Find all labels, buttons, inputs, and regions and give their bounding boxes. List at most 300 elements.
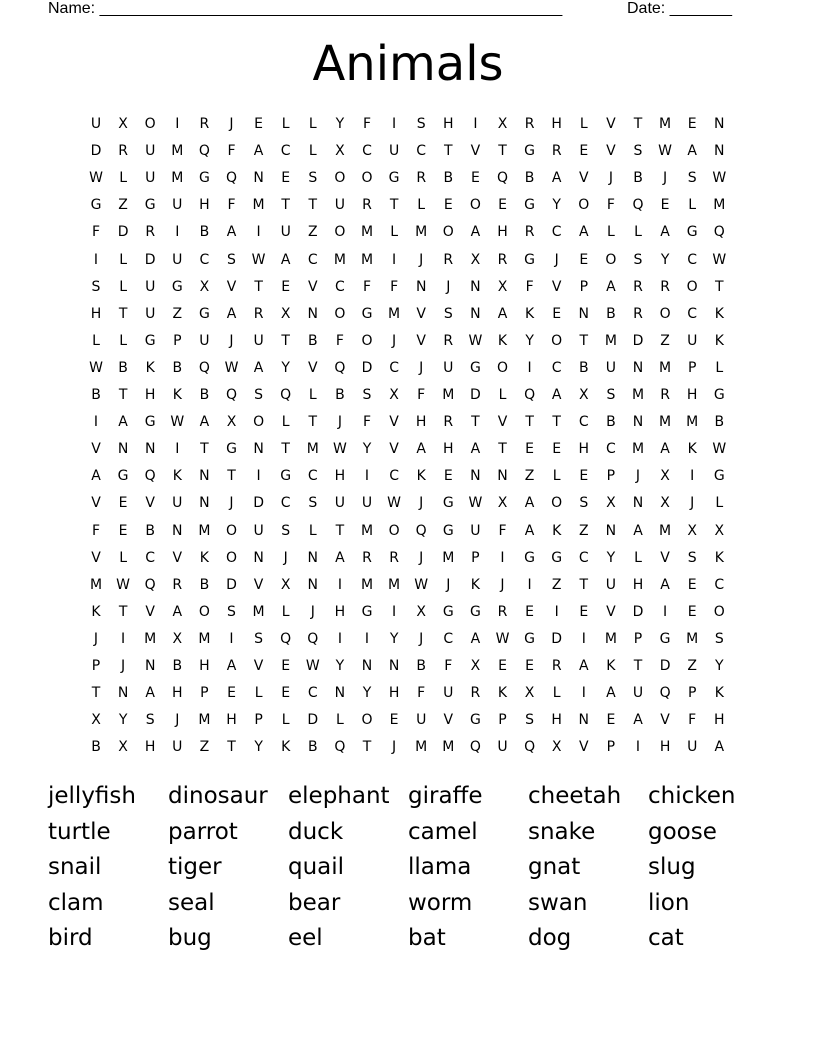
grid-letter: S [91,278,101,295]
grid-letter: F [227,143,236,160]
grid-letter: T [525,414,534,431]
grid-letter: R [633,305,643,322]
grid-letter: U [172,739,183,756]
grid-letter: Q [334,739,346,756]
grid-letter: H [551,712,562,729]
grid-letter: Z [551,576,562,593]
grid-letter: L [308,143,317,160]
grid-letter: F [390,278,399,295]
grid-letter: A [118,414,128,431]
grid-letter: F [91,224,101,241]
grid-letter: V [226,278,237,295]
grid-letter: J [93,630,99,647]
grid-letter: N [307,576,319,593]
grid-letter: L [92,332,100,349]
grid-letter: K [606,658,616,674]
grid-letter: E [552,305,562,322]
grid-letter: C [307,251,318,268]
grid-letter: J [500,576,505,593]
grid-letter: M [659,116,672,132]
word-bank-item: jellyfish [48,783,136,809]
grid-letter: C [389,468,399,485]
grid-letter: U [605,576,617,593]
grid-letter: A [226,658,237,674]
grid-letter: C [362,143,372,160]
grid-letter: W [414,576,429,593]
grid-letter: J [392,332,397,349]
grid-letter: G [524,630,536,647]
grid-letter: K [91,603,101,620]
word-bank-item: chicken [648,783,736,809]
grid-letter: W [305,658,320,674]
grid-letter: V [606,143,616,160]
grid-letter: T [281,332,290,349]
grid-letter: G [198,305,210,322]
grid-letter: X [470,658,481,674]
grid-letter: B [199,387,210,403]
grid-letter: D [361,359,373,376]
grid-letter: H [172,685,183,702]
grid-letter: V [253,576,264,593]
grid-letter: E [687,576,697,593]
grid-letter: Y [254,739,263,756]
grid-letter: S [308,495,318,512]
grid-letter: L [308,116,317,132]
grid-letter: G [659,630,671,647]
grid-letter: E [443,197,453,214]
grid-letter: V [660,712,670,729]
grid-letter: U [280,224,291,241]
grid-letter: G [713,468,725,485]
grid-letter: U [334,495,346,512]
grid-letter: M [686,414,699,431]
grid-letter: W [89,359,103,376]
word-bank-item: turtle [48,818,111,845]
grid-letter: C [578,549,589,566]
grid-letter: J [419,630,424,647]
grid-letter: W [224,359,239,376]
grid-letter: T [281,441,290,458]
grid-letter: P [91,658,101,674]
grid-letter: H [334,468,346,485]
grid-letter: X [226,414,237,431]
grid-letter: J [419,495,424,512]
grid-letter: K [714,332,724,349]
grid-letter: G [144,332,156,349]
grid-letter: N [470,305,481,322]
grid-letter: C [578,414,589,431]
grid-letter: E [443,468,453,485]
grid-letter: X [470,251,481,268]
grid-letter: B [578,359,589,376]
grid-letter: A [335,549,345,566]
grid-letter: V [172,549,183,566]
word-bank-item: dog [528,925,572,951]
grid-letter: D [117,224,129,241]
grid-letter: O [496,359,509,376]
word-bank-item: camel [408,818,478,845]
grid-letter: I [93,414,99,431]
grid-letter: E [579,603,589,620]
grid-letter: X [497,116,508,132]
grid-letter: G [117,468,129,485]
grid-letter: W [495,630,510,647]
grid-letter: A [416,441,426,458]
grid-letter: M [604,332,617,349]
grid-letter: N [307,549,319,566]
grid-letter: O [361,332,373,349]
grid-letter: Q [225,387,238,403]
grid-letter: L [417,197,426,214]
grid-letter: H [144,387,156,403]
word-bank-item: bat [408,925,446,951]
grid-letter: I [554,603,559,620]
grid-letter: V [660,549,670,566]
grid-letter: N [117,685,129,702]
grid-letter: Q [524,739,536,756]
grid-letter: U [334,197,346,214]
grid-letter: A [714,739,725,756]
grid-letter: I [256,224,261,241]
grid-letter: W [387,495,402,512]
grid-letter: V [416,305,426,322]
grid-letter: E [118,522,128,539]
grid-letter: R [253,305,264,322]
grid-letter: M [306,441,319,458]
grid-letter: B [199,224,210,241]
grid-letter: B [416,658,426,674]
grid-letter: D [551,630,563,647]
grid-letter: M [360,224,374,241]
grid-letter: U [172,197,183,214]
grid-letter: G [469,359,481,376]
grid-letter: V [145,495,155,512]
grid-letter: X [335,143,345,160]
grid-letter: Y [335,116,345,132]
grid-letter: B [307,332,318,349]
grid-letter: L [281,116,290,132]
grid-letter: R [660,387,670,403]
grid-letter: B [307,739,318,756]
grid-letter: O [551,495,563,512]
grid-letter: E [498,197,507,214]
grid-letter: Z [524,468,535,485]
grid-letter: C [145,549,156,566]
grid-letter: N [307,305,319,322]
grid-letter: G [361,305,373,322]
grid-letter: X [172,630,183,647]
grid-letter: J [392,739,397,756]
grid-letter: C [443,630,454,647]
grid-letter: Y [281,359,290,376]
grid-letter: I [581,685,586,702]
word-bank-item: snake [528,818,596,845]
grid-letter: H [659,739,671,756]
grid-letter: F [525,278,534,295]
grid-letter: I [635,739,641,756]
grid-letter: R [145,224,156,241]
grid-letter: R [362,197,372,214]
grid-letter: N [253,441,264,458]
grid-letter: H [578,441,590,458]
grid-letter: O [253,414,265,431]
grid-letter: U [172,251,183,268]
grid-letter: E [470,170,480,187]
grid-letter: L [119,278,127,295]
grid-letter: E [579,251,589,268]
grid-letter: P [687,685,697,702]
grid-letter: P [606,468,616,485]
grid-letter: S [633,251,643,268]
grid-letter: E [525,603,535,620]
grid-letter: K [714,549,724,566]
grid-letter: X [199,278,210,295]
grid-letter: M [713,197,726,214]
grid-letter: U [145,305,156,322]
grid-letter: R [443,414,454,431]
grid-letter: E [606,712,616,729]
grid-letter: T [281,197,290,214]
grid-letter: D [632,332,644,349]
grid-letter: L [281,414,290,431]
grid-letter: O [469,197,481,214]
grid-letter: X [524,685,535,702]
grid-letter: K [145,359,155,376]
grid-letter: L [552,468,561,485]
grid-letter: R [443,251,454,268]
grid-letter: O [442,224,454,241]
grid-letter: Q [144,576,156,593]
name-field-label: Name: ____________________________________________________ [48,0,563,17]
grid-letter: Q [496,170,509,187]
grid-letter: B [145,522,155,539]
grid-letter: T [227,468,236,485]
grid-letter: T [444,143,453,160]
grid-letter: N [470,278,481,295]
grid-letter: A [91,468,101,485]
grid-letter: C [551,359,562,376]
grid-letter: D [659,658,671,674]
grid-letter: Q [524,387,536,403]
grid-letter: M [659,359,672,376]
grid-letter: I [364,468,370,485]
grid-letter: E [498,658,507,674]
grid-letter: G [686,224,698,241]
grid-letter: O [225,549,238,566]
grid-letter: M [198,630,211,647]
grid-letter: S [416,116,426,132]
word-bank-item: dinosaur [168,783,268,809]
grid-letter: H [226,712,237,729]
grid-letter: F [362,278,372,295]
grid-letter: E [660,197,670,214]
grid-letter: T [389,197,399,214]
grid-letter: U [605,359,617,376]
grid-letter: A [660,576,670,593]
grid-letter: K [552,522,562,539]
word-bank-item: elephant [288,783,390,809]
grid-letter: E [254,116,264,132]
grid-letter: E [552,441,562,458]
grid-letter: E [227,685,236,702]
grid-letter: L [281,603,290,620]
grid-letter: B [335,387,345,403]
grid-letter: R [362,549,372,566]
grid-letter: X [280,305,291,322]
grid-letter: K [497,332,508,349]
grid-letter: J [419,359,424,376]
grid-letter: T [498,441,507,458]
word-bank-item: snail [48,854,102,880]
grid-letter: J [663,170,668,187]
grid-letter: X [660,468,670,485]
grid-letter: A [524,495,535,512]
grid-letter: L [715,495,724,512]
grid-letter: N [605,522,617,539]
grid-letter: N [714,143,725,160]
grid-letter: C [551,224,562,241]
grid-letter: T [308,414,318,431]
grid-letter: A [579,224,589,241]
grid-letter: I [392,116,397,132]
word-bank-item: eel [288,925,323,951]
grid-letter: C [307,685,318,702]
grid-letter: K [714,305,724,322]
grid-letter: R [551,658,562,674]
grid-letter: I [175,224,180,241]
grid-letter: G [713,387,725,403]
grid-letter: S [281,522,291,539]
grid-letter: O [334,170,346,187]
word-bank-item: lion [648,889,690,916]
word-bank-item: bear [288,889,341,916]
grid-letter: N [253,549,264,566]
grid-letter: I [527,359,532,376]
grid-letter: G [171,278,183,295]
grid-letter: O [659,305,671,322]
grid-letter: G [442,522,454,539]
grid-letter: I [364,630,370,647]
grid-letter: R [172,576,183,593]
grid-letter: S [308,170,318,187]
grid-letter: A [253,359,264,376]
grid-letter: U [253,522,264,539]
grid-letter: F [227,197,236,214]
grid-letter: A [660,224,670,241]
grid-letter: P [687,359,697,376]
grid-letter: A [606,685,616,702]
grid-letter: U [470,522,481,539]
grid-letter: R [416,170,427,187]
grid-letter: Q [307,630,319,647]
grid-letter: I [527,576,532,593]
grid-letter: X [497,278,508,295]
grid-letter: N [415,278,427,295]
grid-letter: W [468,332,483,349]
grid-letter: G [90,197,102,214]
grid-letter: G [469,712,481,729]
word-bank-item: seal [168,889,215,916]
grid-letter: T [200,441,209,458]
grid-letter: S [525,712,535,729]
grid-letter: P [498,712,507,729]
grid-letter: B [714,414,725,431]
grid-letter: F [688,712,697,729]
word-bank-item: parrot [168,818,238,845]
grid-letter: A [606,278,616,295]
grid-letter: R [497,603,508,620]
grid-letter: M [388,576,401,593]
grid-letter: M [360,522,374,539]
grid-letter: F [606,197,615,214]
grid-letter: J [229,495,234,512]
grid-letter: A [497,305,508,322]
grid-letter: W [116,576,131,593]
grid-letter: B [606,305,616,322]
grid-letter: M [604,630,617,647]
grid-letter: Y [715,658,724,674]
grid-letter: Z [308,224,318,241]
grid-letter: R [199,116,210,132]
grid-letter: O [388,522,400,539]
grid-letter: E [281,278,291,295]
grid-letter: L [606,224,615,241]
grid-letter: U [687,739,698,756]
grid-letter: V [606,603,616,620]
grid-letter: I [337,630,342,647]
grid-letter: O [334,305,346,322]
grid-letter: J [310,603,315,620]
word-bank-item: slug [648,854,696,880]
grid-letter: U [416,712,427,729]
grid-letter: L [335,712,344,729]
grid-letter: K [416,468,426,485]
grid-letter: Q [144,468,156,485]
grid-letter: A [145,685,155,702]
grid-letter: M [89,576,103,593]
grid-letter: W [170,414,185,431]
grid-letter: K [172,387,182,403]
grid-letter: B [118,359,128,376]
grid-letter: U [145,278,156,295]
grid-letter: J [229,116,234,132]
grid-letter: H [388,685,400,702]
grid-letter: U [145,170,156,187]
grid-letter: H [199,197,210,214]
grid-letter: L [119,170,127,187]
grid-letter: J [283,549,288,566]
grid-letter: M [144,630,157,647]
grid-letter: T [118,305,128,322]
grid-letter: N [199,468,210,485]
grid-letter: U [388,143,400,160]
grid-letter: N [144,441,156,458]
grid-letter: X [606,495,616,512]
grid-letter: T [471,414,480,431]
grid-letter: G [226,441,237,458]
grid-letter: F [91,522,101,539]
grid-letter: P [633,630,643,647]
grid-letter: G [469,603,481,620]
grid-letter: C [199,251,210,268]
grid-letter: M [252,603,265,620]
grid-letter: K [687,441,697,458]
grid-letter: F [362,116,372,132]
grid-letter: W [89,170,103,187]
grid-letter: T [633,116,643,132]
grid-letter: T [118,603,128,620]
grid-letter: I [337,576,342,593]
